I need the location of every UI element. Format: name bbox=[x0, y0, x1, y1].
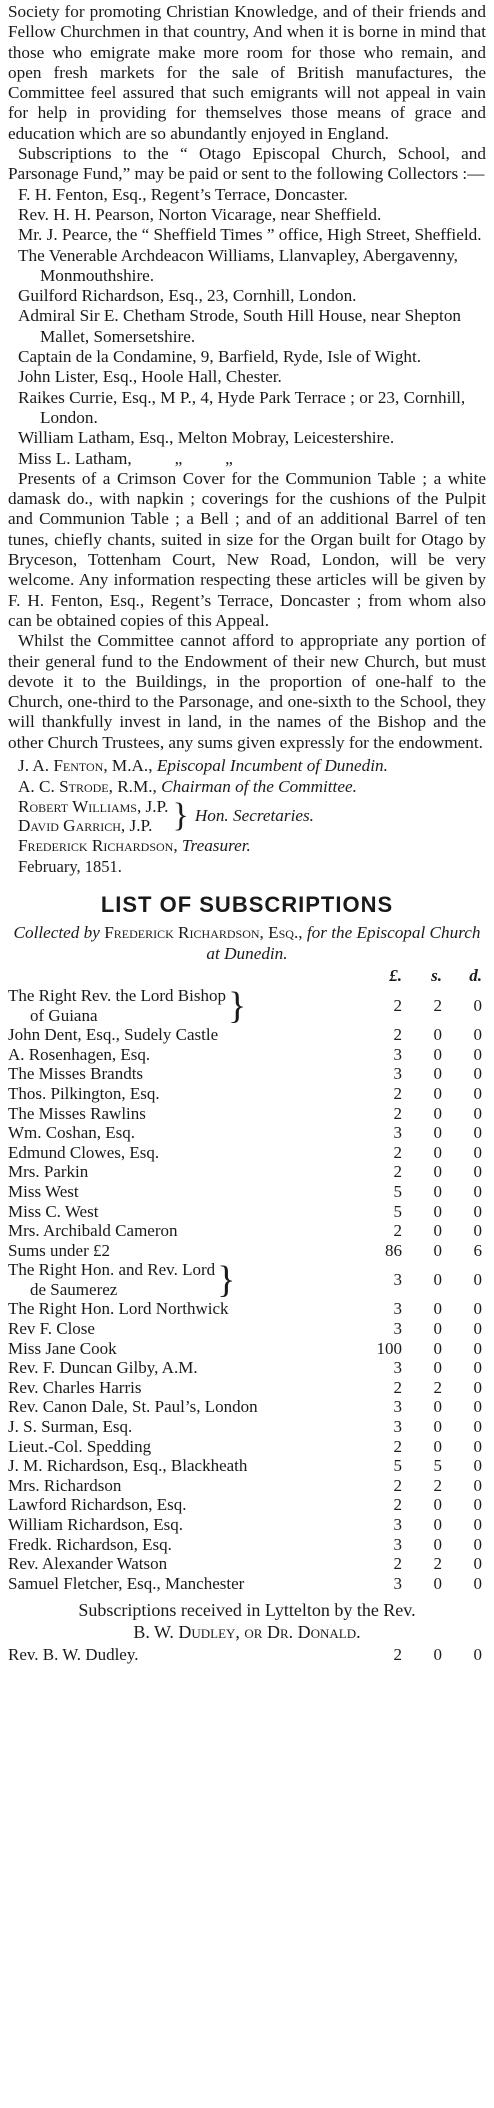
subscriber-name: J. M. Richardson, Esq., Blackheath bbox=[8, 1456, 248, 1476]
collector-name: Frederick Richardson, Esq., bbox=[104, 922, 303, 942]
subscriber-name-continued: of Guiana bbox=[30, 1005, 98, 1025]
presents-paragraph: Presents of a Crimson Cover for the Communion Table ; a white damask do., with napkin ; coverings for the cushions of the Pulpit and Communion Table ; a Bell ; and of an additional Barrel of ten tunes, chiefly chants, suited in size for the Organ built for Otago by Bryceson, Tottenham Court, New Road, London, will be very welcome. Any information respecting these articles will be given by F. H. Fenton, Esq., Regent’s Terrace, Doncaster ; from whom also can be obtained copies of this Appeal. bbox=[8, 468, 486, 630]
subscriber-name: Lawford Richardson, Esq. bbox=[8, 1495, 187, 1515]
shillings-header: s. bbox=[431, 965, 442, 985]
signatory-role: Chairman of the Committee. bbox=[161, 776, 357, 796]
shillings-cell: 0 bbox=[433, 1201, 442, 1221]
subscriber-cell bbox=[8, 1378, 366, 1398]
subscription-row bbox=[8, 1456, 486, 1476]
shillings-cell: 0 bbox=[433, 1534, 442, 1554]
pounds-cell: 3 bbox=[393, 1319, 402, 1339]
subscriber-name: William Richardson, Esq. bbox=[8, 1515, 183, 1535]
subscriber-cell bbox=[8, 986, 366, 1025]
pounds-cell: 2 bbox=[393, 1025, 402, 1045]
pounds-cell: 2 bbox=[393, 1377, 402, 1397]
pence-header: d. bbox=[469, 965, 482, 985]
subscription-row bbox=[8, 1397, 486, 1417]
pence-cell: 0 bbox=[473, 1554, 482, 1574]
shillings-cell: 2 bbox=[433, 995, 442, 1015]
pounds-cell: 100 bbox=[376, 1338, 402, 1358]
subscriber-cell bbox=[8, 1339, 366, 1359]
subscriber-name: Rev F. Close bbox=[8, 1319, 95, 1339]
subscriber-name: The Right Rev. the Lord Bishop bbox=[8, 985, 226, 1005]
pounds-cell: 3 bbox=[393, 1270, 402, 1290]
pounds-cell: 3 bbox=[393, 1417, 402, 1437]
shillings-cell: 0 bbox=[433, 1103, 442, 1123]
subscriber-name: Miss C. West bbox=[8, 1201, 99, 1221]
shillings-cell: 0 bbox=[433, 1270, 442, 1290]
shillings-cell: 0 bbox=[433, 1181, 442, 1201]
shillings-cell: 5 bbox=[433, 1456, 442, 1476]
shillings-cell: 0 bbox=[433, 1417, 442, 1437]
subscription-row bbox=[8, 1162, 486, 1182]
pounds-cell: 2 bbox=[393, 1475, 402, 1495]
collectors-list bbox=[8, 185, 486, 469]
subscriber-name: Rev. Alexander Watson bbox=[8, 1554, 168, 1574]
shillings-cell: 0 bbox=[433, 1221, 442, 1241]
pence-cell: 0 bbox=[473, 1123, 482, 1143]
brace-glyph: } bbox=[228, 984, 247, 1027]
subscriber-name: Mrs. Richardson bbox=[8, 1475, 122, 1495]
shillings-cell: 0 bbox=[433, 1064, 442, 1084]
signatures bbox=[8, 755, 486, 878]
subscription-row bbox=[8, 1025, 486, 1045]
subscriber-name: Samuel Fletcher, Esq., Manchester bbox=[8, 1573, 245, 1593]
pence-cell: 0 bbox=[473, 1270, 482, 1290]
subscriber-name: John Dent, Esq., Sudely Castle bbox=[8, 1025, 219, 1045]
subscriber-name: Thos. Pilkington, Esq. bbox=[8, 1083, 160, 1103]
pounds-cell: 3 bbox=[393, 1534, 402, 1554]
list-title: LIST OF SUBSCRIPTIONS bbox=[100, 891, 394, 917]
pence-cell: 0 bbox=[473, 1534, 482, 1554]
signature-strode bbox=[8, 776, 486, 797]
pence-cell: 0 bbox=[473, 995, 482, 1015]
lyttelton-heading: Subscriptions received in Lyttelton by the Rev. bbox=[78, 1600, 416, 1621]
subscriber-cell bbox=[8, 1143, 366, 1163]
shillings-cell: 0 bbox=[433, 1299, 442, 1319]
signature-fenton bbox=[8, 755, 486, 776]
pence-cell: 0 bbox=[473, 1338, 482, 1358]
subscriber-cell bbox=[8, 1104, 366, 1124]
subscriber-name: Wm. Coshan, Esq. bbox=[8, 1123, 136, 1143]
lyttelton-table bbox=[8, 1645, 486, 1665]
subscriber-name: The Right Hon. Lord Northwick bbox=[8, 1299, 229, 1319]
pence-cell: 0 bbox=[473, 1573, 482, 1593]
subscriber-name: Rev. Charles Harris bbox=[8, 1377, 142, 1397]
subscriber-name: Miss Jane Cook bbox=[8, 1338, 117, 1358]
signatory-name: A. C. Strode, R.M., bbox=[18, 776, 157, 796]
pounds-cell: 3 bbox=[393, 1397, 402, 1417]
shillings-cell: 0 bbox=[433, 1083, 442, 1103]
pence-cell: 0 bbox=[473, 1377, 482, 1397]
collector-entry: Guilford Richardson, Esq., 23, Cornhill, London. bbox=[18, 286, 357, 306]
signatory-name: Frederick Richardson, bbox=[18, 835, 178, 855]
subscription-row bbox=[8, 1084, 486, 1104]
pounds-cell: 2 bbox=[393, 1495, 402, 1515]
pence-cell: 0 bbox=[473, 1456, 482, 1476]
subscription-row bbox=[8, 1476, 486, 1496]
pounds-cell: 2 bbox=[393, 1645, 402, 1665]
subscription-row bbox=[8, 1645, 486, 1665]
subscriptions-table bbox=[8, 966, 486, 1593]
subscriber-cell bbox=[8, 1182, 366, 1202]
subscription-row bbox=[8, 1221, 486, 1241]
pence-cell: 0 bbox=[473, 1181, 482, 1201]
pounds-cell: 86 bbox=[385, 1240, 402, 1260]
pence-cell: 0 bbox=[473, 1025, 482, 1045]
collector-entry: John Lister, Esq., Hoole Hall, Chester. bbox=[18, 367, 282, 387]
shillings-cell: 0 bbox=[433, 1162, 442, 1182]
pounds-cell: 5 bbox=[393, 1181, 402, 1201]
subscription-row bbox=[8, 1554, 486, 1574]
subscriber-cell bbox=[8, 1397, 366, 1417]
subscriber-name: Lieut.-Col. Spedding bbox=[8, 1436, 152, 1456]
subscriber-name: Fredk. Richardson, Esq. bbox=[8, 1534, 172, 1554]
shillings-cell: 2 bbox=[433, 1377, 442, 1397]
pence-cell: 0 bbox=[473, 1417, 482, 1437]
collectors-intro: Subscriptions to the “ Otago Episcopal Church, School, and Parsonage Fund,” may be paid or sent to the following Collectors :— bbox=[8, 144, 486, 184]
subscriber-cell bbox=[8, 1417, 366, 1437]
subscription-row bbox=[8, 1417, 486, 1437]
pounds-cell: 3 bbox=[393, 1299, 402, 1319]
subscriber-cell bbox=[8, 1084, 366, 1104]
pence-cell: 0 bbox=[473, 1201, 482, 1221]
shillings-cell: 0 bbox=[433, 1495, 442, 1515]
subscriber-cell bbox=[8, 1456, 366, 1476]
subscriber-name: The Misses Rawlins bbox=[8, 1103, 146, 1123]
subscription-row bbox=[8, 1123, 486, 1143]
shillings-cell: 0 bbox=[433, 1515, 442, 1535]
subscriber-cell bbox=[8, 1241, 366, 1261]
pounds-cell: 2 bbox=[393, 1221, 402, 1241]
subscriber-name: Mrs. Archibald Cameron bbox=[8, 1221, 178, 1241]
date-line: February, 1851. bbox=[18, 856, 122, 876]
subscriber-name: The Right Hon. and Rev. Lord bbox=[8, 1260, 216, 1280]
subscription-row bbox=[8, 1339, 486, 1359]
shillings-cell: 0 bbox=[433, 1358, 442, 1378]
subscriber-name: Edmund Clowes, Esq. bbox=[8, 1142, 160, 1162]
pounds-cell: 5 bbox=[393, 1201, 402, 1221]
brace-glyph: } bbox=[172, 796, 189, 834]
shillings-cell: 0 bbox=[433, 1338, 442, 1358]
pounds-cell: 2 bbox=[393, 1162, 402, 1182]
subscription-row bbox=[8, 1143, 486, 1163]
subscription-row bbox=[8, 1064, 486, 1084]
shillings-cell: 0 bbox=[433, 1397, 442, 1417]
subscriber-cell bbox=[8, 1025, 366, 1045]
subscriber-cell bbox=[8, 1064, 366, 1084]
signature-treasurer bbox=[8, 835, 486, 856]
subscriber-name: Sums under £2 bbox=[8, 1240, 110, 1260]
pence-cell: 0 bbox=[473, 1221, 482, 1241]
shillings-cell: 2 bbox=[433, 1554, 442, 1574]
subscription-row bbox=[8, 1515, 486, 1535]
intro-paragraph: Society for promoting Christian Knowledge, and of their friends and Fellow Churchmen in that country, And when it is borne in mind that those who emigrate make more room for those who remain, and open fresh markets for the sale of British manufactures, the Committee feel assured that such emigrants will not appeal in vain for help in providing for themselves those means of grace and education which are so abundantly enjoyed in England. bbox=[8, 2, 486, 143]
text-column bbox=[8, 2, 486, 1665]
pence-cell: 0 bbox=[473, 1495, 482, 1515]
pounds-cell: 3 bbox=[393, 1358, 402, 1378]
pence-cell: 0 bbox=[473, 1645, 482, 1665]
pounds-cell: 2 bbox=[393, 1436, 402, 1456]
shillings-cell: 0 bbox=[433, 1240, 442, 1260]
signatory-role: Treasurer. bbox=[181, 835, 251, 855]
pence-cell: 0 bbox=[473, 1358, 482, 1378]
subscriber-cell bbox=[8, 1260, 366, 1299]
pence-cell: 0 bbox=[473, 1436, 482, 1456]
subscription-row bbox=[8, 1045, 486, 1065]
pence-cell: 0 bbox=[473, 1515, 482, 1535]
pounds-cell: 3 bbox=[393, 1064, 402, 1084]
pounds-cell: 2 bbox=[393, 1554, 402, 1574]
pounds-cell: 3 bbox=[393, 1515, 402, 1535]
shillings-cell: 0 bbox=[433, 1573, 442, 1593]
subscriber-cell bbox=[8, 1123, 366, 1143]
collector-entry: The Venerable Archdeacon Williams, Llanvapley, Abergavenny, Monmouthshire. bbox=[18, 245, 458, 285]
subscriber-name: J. S. Surman, Esq. bbox=[8, 1417, 133, 1437]
subscriber-name-continued: de Saumerez bbox=[30, 1279, 118, 1299]
pence-cell: 0 bbox=[473, 1083, 482, 1103]
subscriber-name: Rev. F. Duncan Gilby, A.M. bbox=[8, 1358, 198, 1378]
signatory-role: Episcopal Incumbent of Dunedin. bbox=[156, 755, 388, 775]
subscriber-cell bbox=[8, 1645, 366, 1665]
signature-secretaries bbox=[8, 797, 486, 835]
lyttelton-body bbox=[8, 1645, 486, 1665]
subscriber-name: Miss West bbox=[8, 1181, 79, 1201]
pounds-cell: 3 bbox=[393, 1123, 402, 1143]
signatory-name: J. A. Fenton, M.A., bbox=[18, 755, 153, 775]
subscription-row bbox=[8, 1574, 486, 1594]
lyttelton-names: B. W. Dudley, or Dr. Donald. bbox=[133, 1622, 361, 1643]
subscriber-cell bbox=[8, 1476, 366, 1496]
collector-entry: Admiral Sir E. Chetham Strode, South Hill House, near Shepton Mallet, Somersetshire. bbox=[18, 306, 462, 346]
pence-cell: 0 bbox=[473, 1299, 482, 1319]
collector-entry: William Latham, Esq., Melton Mobray, Leicestershire. bbox=[18, 428, 395, 448]
subscriber-name: Mrs. Parkin bbox=[8, 1162, 89, 1182]
shillings-cell: 0 bbox=[433, 1025, 442, 1045]
secretary-name: Robert Williams, J.P. bbox=[18, 796, 169, 816]
shillings-cell: 0 bbox=[433, 1044, 442, 1064]
pounds-cell: 2 bbox=[393, 1142, 402, 1162]
subscription-row bbox=[8, 1260, 486, 1299]
subscriber-cell bbox=[8, 1162, 366, 1182]
subscriber-cell bbox=[8, 1574, 366, 1594]
subscriber-cell bbox=[8, 1319, 366, 1339]
shillings-cell: 2 bbox=[433, 1475, 442, 1495]
shillings-cell: 0 bbox=[433, 1319, 442, 1339]
shillings-cell: 0 bbox=[433, 1123, 442, 1143]
pence-cell: 0 bbox=[473, 1162, 482, 1182]
subscriber-cell bbox=[8, 1554, 366, 1574]
subscription-row bbox=[8, 1299, 486, 1319]
subscriber-name: A. Rosenhagen, Esq. bbox=[8, 1044, 151, 1064]
subscriber-cell bbox=[8, 1299, 366, 1319]
pounds-cell: 2 bbox=[393, 1103, 402, 1123]
shillings-cell: 0 bbox=[433, 1645, 442, 1665]
shillings-cell: 0 bbox=[433, 1142, 442, 1162]
subscription-row bbox=[8, 1437, 486, 1457]
pence-cell: 0 bbox=[473, 1103, 482, 1123]
pounds-header: £. bbox=[389, 965, 402, 985]
currency-header-row bbox=[8, 966, 486, 986]
subscriber-cell bbox=[8, 1535, 366, 1555]
subscription-row bbox=[8, 1202, 486, 1222]
pence-cell: 0 bbox=[473, 1397, 482, 1417]
subscription-row bbox=[8, 986, 486, 1025]
subscriber-cell bbox=[8, 1202, 366, 1222]
subscriber-cell bbox=[8, 1358, 366, 1378]
subscription-row bbox=[8, 1535, 486, 1555]
pounds-cell: 3 bbox=[393, 1044, 402, 1064]
pence-cell: 0 bbox=[473, 1142, 482, 1162]
for-label: for the Episcopal Church at Dunedin. bbox=[206, 922, 481, 963]
pence-cell: 6 bbox=[473, 1240, 482, 1260]
subscription-row bbox=[8, 1104, 486, 1124]
pounds-cell: 2 bbox=[393, 1083, 402, 1103]
subscription-row bbox=[8, 1241, 486, 1261]
subscription-row bbox=[8, 1319, 486, 1339]
collector-entry: Mr. J. Pearce, the “ Sheffield Times ” office, High Street, Sheffield. bbox=[18, 225, 482, 245]
collector-entry: Miss L. Latham, „ „ bbox=[18, 448, 233, 468]
pence-cell: 0 bbox=[473, 1044, 482, 1064]
subscriber-cell bbox=[8, 1495, 366, 1515]
subscription-row bbox=[8, 1495, 486, 1515]
pence-cell: 0 bbox=[473, 1064, 482, 1084]
pounds-cell: 2 bbox=[393, 995, 402, 1015]
subscription-row bbox=[8, 1358, 486, 1378]
endowment-paragraph: Whilst the Committee cannot afford to appropriate any portion of their general fund to the Endowment of their new Church, but must devote it to the Buildings, in the proportion of one-half to the Church, one-third to the Parsonage, and one-sixth to the School, they will thankfully invest in land, in the names of the Bishop and the other Church Trustees, any sums given expressly for the endowment. bbox=[8, 631, 486, 752]
subscription-row bbox=[8, 1378, 486, 1398]
brace-glyph: } bbox=[217, 1258, 236, 1301]
subscriber-cell bbox=[8, 1221, 366, 1241]
subscriptions-body bbox=[8, 986, 486, 1593]
subscriber-cell bbox=[8, 1437, 366, 1457]
shillings-cell: 0 bbox=[433, 1436, 442, 1456]
secretary-name: David Garrich, J.P. bbox=[18, 815, 153, 835]
pence-cell: 0 bbox=[473, 1475, 482, 1495]
pounds-cell: 3 bbox=[393, 1573, 402, 1593]
subscriber-name: The Misses Brandts bbox=[8, 1064, 144, 1084]
collector-entry: Raikes Currie, Esq., M P., 4, Hyde Park Terrace ; or 23, Cornhill, London. bbox=[18, 387, 466, 427]
collector-entry: F. H. Fenton, Esq., Regent’s Terrace, Doncaster. bbox=[18, 184, 348, 204]
subscriber-name: Rev. Canon Dale, St. Paul’s, London bbox=[8, 1397, 258, 1417]
list-subtitle bbox=[8, 922, 486, 964]
collector-entry: Captain de la Condamine, 9, Barfield, Ryde, Isle of Wight. bbox=[18, 347, 422, 367]
collector-entry: Rev. H. H. Pearson, Norton Vicarage, near Sheffield. bbox=[18, 204, 382, 224]
pence-cell: 0 bbox=[473, 1319, 482, 1339]
subscriber-cell bbox=[8, 1045, 366, 1065]
subscriber-cell bbox=[8, 1515, 366, 1535]
subscriber-name: Rev. B. W. Dudley. bbox=[8, 1645, 139, 1665]
collected-by-label: Collected by bbox=[13, 922, 100, 942]
signatory-role: Hon. Secretaries. bbox=[194, 806, 314, 826]
subscription-row bbox=[8, 1182, 486, 1202]
pounds-cell: 5 bbox=[393, 1456, 402, 1476]
